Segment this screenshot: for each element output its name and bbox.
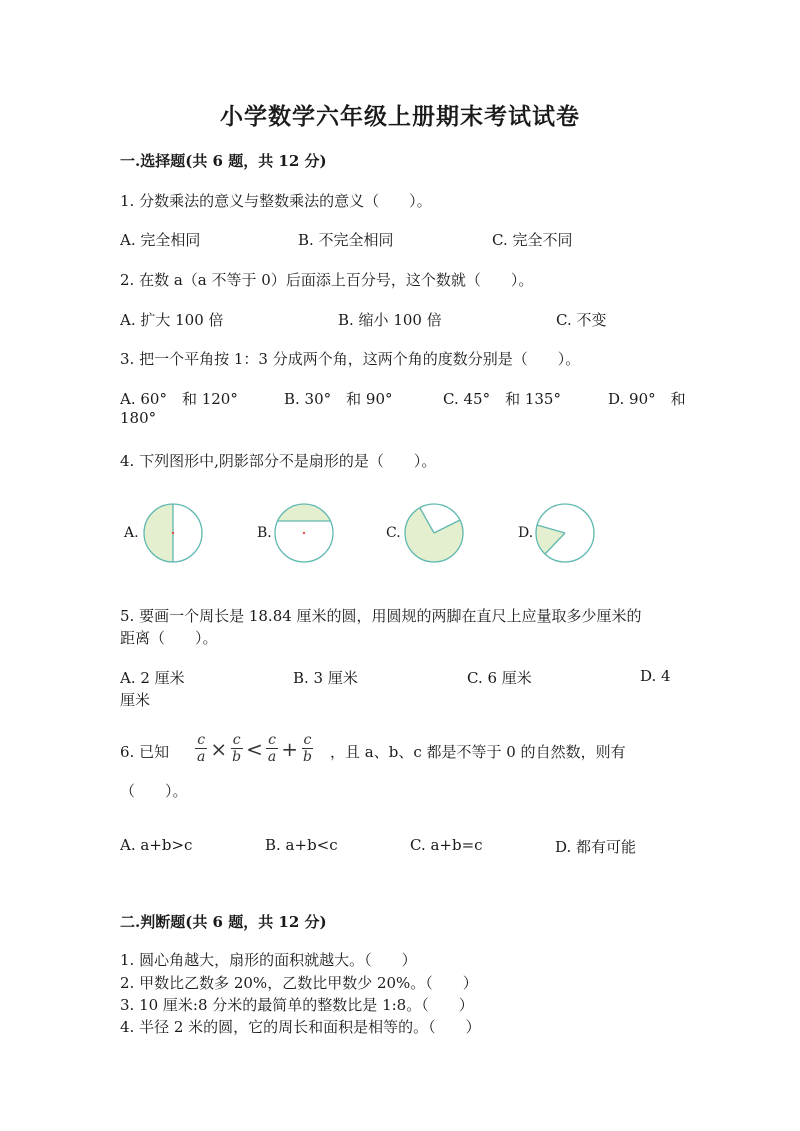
question-4-stem: 4. 下列图形中,阴影部分不是扇形的是（ ）。 [120,452,437,470]
figure-d-label: D. [518,525,534,541]
section2-heading: 二.判断题(共 6 题，共 12 分) [120,913,327,931]
question-5-stem-line2: 距离（ ）。 [120,629,218,647]
q3-option-d-wrap: 180° [120,409,157,427]
figure-a-semicircle [143,503,203,563]
question-6-suffix: ，且 a、b、c 都是不等于 0 的自然数，则有 [330,743,626,761]
question-2-stem: 2. 在数 a（a 不等于 0）后面添上百分号，这个数就（ ）。 [120,271,534,289]
figure-b-segment [274,503,334,563]
judgement-item-2: 2. 甲数比乙数多 20%，乙数比甲数少 20%。（ ） [120,974,478,992]
q3-option-a: A. 60° 和 120° [120,390,238,408]
figure-b-label: B. [257,525,272,541]
figure-d-sector [535,503,595,563]
q2-option-a: A. 扩大 100 倍 [120,311,224,329]
q1-option-b: B. 不完全相同 [298,231,394,249]
q6-option-c: C. a+b=c [410,836,483,854]
q5-option-d-wrap: 厘米 [120,691,151,709]
question-5-stem-line1: 5. 要画一个周长是 18.84 厘米的圆，用圆规的两脚在直尺上应量取多少厘米的 [120,607,642,625]
figure-c-label: C. [386,525,401,541]
q3-option-d: D. 90° 和 [608,390,686,408]
frac-c-over-b: $\frac{c}{b}$ [232,732,242,765]
frac-c-over-a: $\frac{c}{a}$ [197,732,206,765]
q6-option-b: B. a+b<c [265,836,338,854]
judgement-item-3: 3. 10 厘米:8 分米的最简单的整数比是 1:8。（ ） [120,996,474,1014]
q3-option-b: B. 30° 和 90° [284,390,393,408]
q6-inequality-formula: $\frac{c}{a}$ × $\frac{c}{b}$ < $\frac{c}{a}$ + $\frac{c}{b}$ [197,732,312,765]
q3-option-c: C. 45° 和 135° [443,390,561,408]
q2-option-c: C. 不变 [556,311,607,329]
q6-option-d: D. 都有可能 [555,838,637,856]
question-1-stem: 1. 分数乘法的意义与整数乘法的意义（ ）。 [120,192,432,210]
q1-option-c: C. 完全不同 [492,231,573,249]
figure-c-sector [404,503,464,563]
q5-option-c: C. 6 厘米 [467,669,532,687]
q5-option-d: D. 4 [640,667,671,685]
section1-heading: 一.选择题(共 6 题，共 12 分) [120,152,327,170]
judgement-item-4: 4. 半径 2 米的圆，它的周长和面积是相等的。（ ） [120,1018,481,1036]
q5-option-a: A. 2 厘米 [120,669,185,687]
q2-option-b: B. 缩小 100 倍 [338,311,442,329]
q6-option-a: A. a+b>c [120,836,193,854]
frac-c-over-b-2: $\frac{c}{b}$ [302,732,312,765]
q1-option-a: A. 完全相同 [120,231,201,249]
question-6-prefix: 6. 已知 [120,743,170,761]
exam-title: 小学数学六年级上册期末考试试卷 [220,103,580,130]
question-3-stem: 3. 把一个平角按 1：3 分成两个角，这两个角的度数分别是（ ）。 [120,350,581,368]
q5-option-b: B. 3 厘米 [293,669,358,687]
judgement-item-1: 1. 圆心角越大，扇形的面积就越大。（ ） [120,951,417,969]
frac-c-over-a-2: $\frac{c}{a}$ [267,732,277,765]
question-6-stem-line2: （ ）。 [120,782,188,800]
figure-a-label: A. [124,525,139,541]
